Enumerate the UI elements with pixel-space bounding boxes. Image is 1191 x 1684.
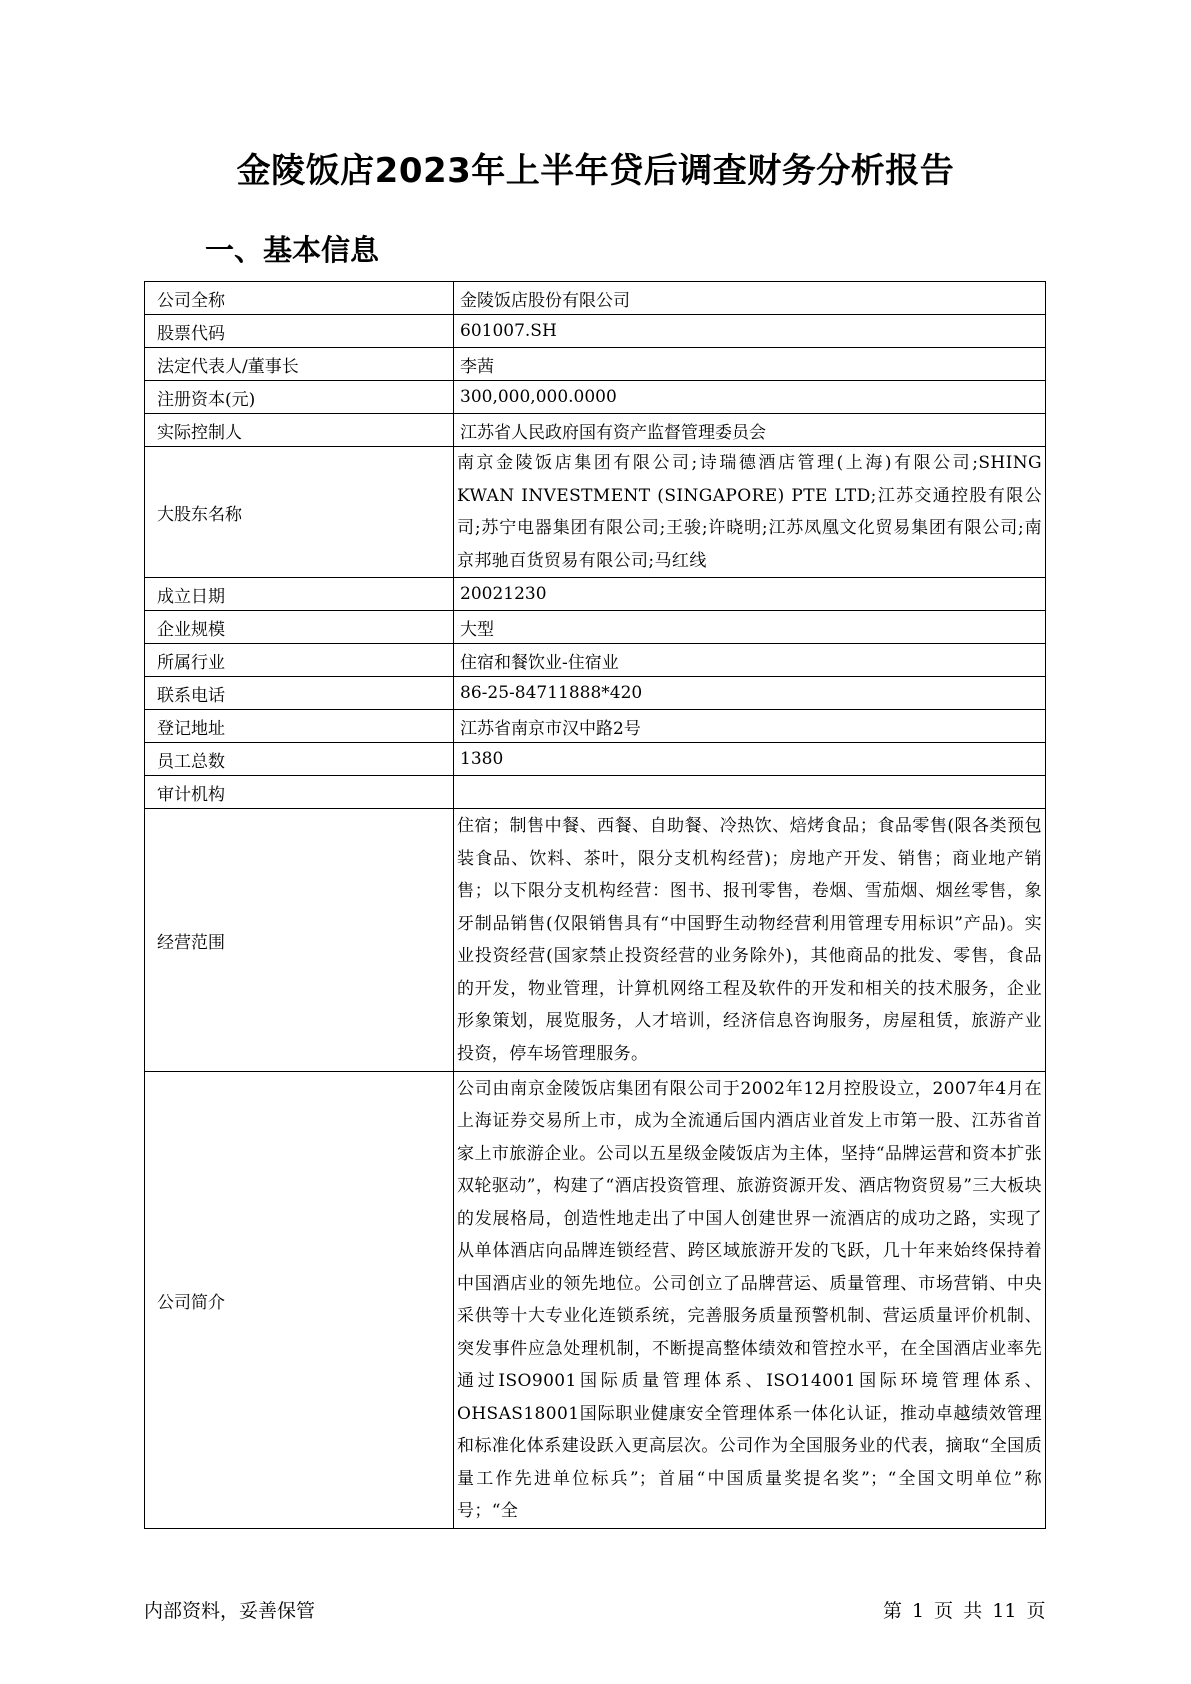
row-label: 实际控制人 (145, 414, 454, 447)
row-label: 所属行业 (145, 644, 454, 677)
row-value: 江苏省人民政府国有资产监督管理委员会 (454, 414, 1046, 447)
row-label: 法定代表人/董事长 (145, 348, 454, 381)
row-label: 成立日期 (145, 578, 454, 611)
row-value: 公司由南京金陵饭店集团有限公司于2002年12月控股设立，2007年4月在上海证券交易所上市，成为全流通后国内酒店业首发上市第一股、江苏省首家上市旅游企业。公司以五星级金陵饭店为主体，坚持“品牌运营和资本扩张双轮驱动”，构建了“酒店投资管理、旅游资源开发、酒店物资贸易”三大板块的发展格局，创造性地走出了中国人创建世界一流酒店的成功之路，实现了从单体酒店向品牌连锁经营、跨区域旅游开发的飞跃，几十年来始终保持着中国酒店业的领先地位。公司创立了品牌营运、质量管理、市场营销、中央采供等十大专业化连锁系统，完善服务质量预警机制、营运质量评价机制、突发事件应急处理机制，不断提高整体绩效和管控水平，在全国酒店业率先通过ISO9001国际质量管理体系、ISO14001国际环境管理体系、OHSAS18001国际职业健康安全管理体系一体化认证，推动卓越绩效管理和标准化体系建设跃入更高层次。公司作为全国服务业的代表，摘取“全国质量工作先进单位标兵”；首届“中国质量奖提名奖”；“全国文明单位”称号；“全 (454, 1072, 1046, 1529)
row-label: 联系电话 (145, 677, 454, 710)
footer-confidential-note: 内部资料，妥善保管 (144, 1600, 316, 1622)
table-row (145, 381, 1046, 414)
row-label: 登记地址 (145, 710, 454, 743)
row-value: 住宿和餐饮业-住宿业 (454, 644, 1046, 677)
row-value (454, 776, 1046, 809)
document-title: 金陵饭店2023年上半年贷后调查财务分析报告 (236, 151, 955, 191)
table-row (145, 578, 1046, 611)
table-row (145, 348, 1046, 381)
row-label: 企业规模 (145, 611, 454, 644)
row-value: 300,000,000.0000 (454, 381, 1046, 414)
row-value: 20021230 (454, 578, 1046, 611)
row-label: 公司全称 (145, 282, 454, 315)
row-label: 股票代码 (145, 315, 454, 348)
footer-page-number: 第 1 页 共 11 页 (883, 1600, 1046, 1622)
basic-info-table (144, 281, 1046, 1529)
row-value: 1380 (454, 743, 1046, 776)
table-row (145, 447, 1046, 578)
table-row (145, 644, 1046, 677)
table-row (145, 282, 1046, 315)
row-label: 公司简介 (145, 1072, 454, 1529)
row-label: 大股东名称 (145, 447, 454, 578)
table-row (145, 710, 1046, 743)
row-value: 住宿；制售中餐、西餐、自助餐、冷热饮、焙烤食品；食品零售(限各类预包装食品、饮料、茶叶，限分支机构经营)；房地产开发、销售；商业地产销售；以下限分支机构经营：图书、报刊零售，卷烟、雪茄烟、烟丝零售，象牙制品销售(仅限销售具有“中国野生动物经营利用管理专用标识”产品)。实业投资经营(国家禁止投资经营的业务除外)，其他商品的批发、零售，食品的开发，物业管理，计算机网络工程及软件的开发和相关的技术服务，企业形象策划，展览服务，人才培训，经济信息咨询服务，房屋租赁，旅游产业投资，停车场管理服务。 (454, 809, 1046, 1072)
section-heading: 一、基本信息 (205, 233, 380, 267)
row-value: 大型 (454, 611, 1046, 644)
table-row (145, 414, 1046, 447)
row-label: 审计机构 (145, 776, 454, 809)
row-value: 南京金陵饭店集团有限公司;诗瑞德酒店管理(上海)有限公司;SHING KWAN INVESTMENT (SINGAPORE) PTE LTD;江苏交通控股有限公司;苏宁电器集团有限公司;王骏;许晓明;江苏凤凰文化贸易集团有限公司;南京邦驰百货贸易有限公司;马红线 (454, 447, 1046, 578)
row-label: 注册资本(元) (145, 381, 454, 414)
table-row (145, 677, 1046, 710)
table-row (145, 743, 1046, 776)
table-row (145, 611, 1046, 644)
row-value: 金陵饭店股份有限公司 (454, 282, 1046, 315)
table-row (145, 809, 1046, 1072)
row-label: 经营范围 (145, 809, 454, 1072)
table-row (145, 315, 1046, 348)
row-value: 601007.SH (454, 315, 1046, 348)
table-row (145, 776, 1046, 809)
row-value: 86-25-84711888*420 (454, 677, 1046, 710)
row-label: 员工总数 (145, 743, 454, 776)
row-value: 江苏省南京市汉中路2号 (454, 710, 1046, 743)
row-value: 李茜 (454, 348, 1046, 381)
table-row (145, 1072, 1046, 1529)
